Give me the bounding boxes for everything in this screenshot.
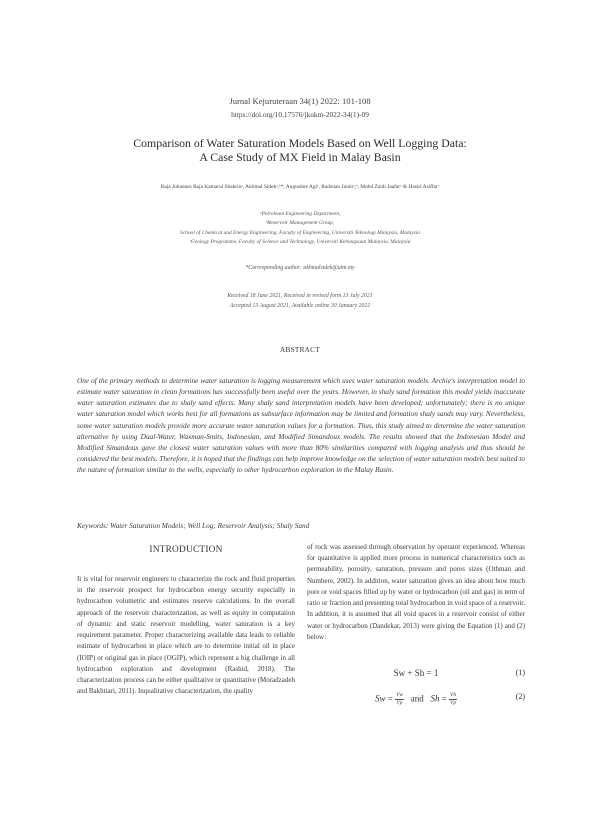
doi-link[interactable]: https://doi.org/10.17576/jkukm-2022-34(1)-09 [231, 110, 369, 119]
received-dates [0, 292, 600, 311]
dates-line-2: Accepted 13 August 2021, Available online 30 January 2022 [229, 302, 371, 309]
affiliation-line: School of Chemical and Energy Engineering, Faculty of Engineering, Universiti Teknologi Malaysia, Malaysia [180, 229, 420, 236]
affiliation-line: ᶜGeology Programme, Faculty of Science and Technology, Universiti Kebangsaan Malaysia, Malaysia [189, 239, 411, 246]
paper-title [0, 137, 600, 164]
equation-1-number: (1) [515, 668, 525, 677]
abstract-text: One of the primary methods to determine water saturation is logging measurement which uses water saturation models. Archie's interpretation model to estimate water saturation in clean formations has successfully been useful over the years. However, in shaly sand formation this model yields inaccurate water saturation estimates due to shaly sand effects. Many shaly sand interpretation models have been developed; unfortunately; there is no unique water saturation model which works best for all formations as subsurface information may be limited and formation shaly sands may vary. Nevertheless, some water saturation models provide more accurate water saturation values for a formation. Thus, this study aimed to determine the water saturation alternative by using Dual-Water, Waxman-Smits, Indonesian, and Modified Simandoux models. The results showed that the Indonesian Model and Modified Simandoux gave the closest water saturation values with more than 80% similarities compared with logging analysis and thus should be considered the best models. Therefore, it is hoped that the findings can help improve knowledge on the selection of water saturation models best suited to the nature of formation similar to the wells, especially to other hydrocarbon exploration in the Malay Basin. [77, 376, 525, 475]
equation-2-number: (2) [515, 692, 525, 701]
eq2-equals-2: = [441, 693, 447, 704]
abstract-heading: ABSTRACT [280, 346, 320, 354]
corresponding-author: *Corresponding author: akhmalsidek@utm.my [245, 265, 355, 271]
eq2-vp-2: Vp [450, 700, 457, 706]
eq2-equals: = [387, 693, 393, 704]
journal-citation: Jurnal Kejuruteraan 34(1) 2022: 101-108 [229, 96, 371, 106]
introduction-right-column: of rock was assessed through observation by operator experienced. Whereas for quantitative is applied more process in numerical characteristics such as permeability, porosity, saturation, pressure and pores sizes (Othman and Numbere, 2002). In addition, water saturation gives an idea about how much pore or void spaces filled up by water or hydrocarbon (oil and gas) in term of ratio or fraction and presenting total hydrocarbon in void space of a reservoir. In addition, it is assumed that all void spaces in a reservoir consist of either water or hydrocarbon (Dandekar, 2013) were giving the Equation (1) and (2) below: [307, 543, 525, 641]
title-line-1: Comparison of Water Saturation Models Based on Well Logging Data: [133, 136, 467, 150]
affiliation-line: ᵇReservoir Management Group, [265, 220, 335, 227]
affiliation-line: ᵃPetroleum Engineering Department, [259, 211, 341, 217]
eq2-sw: Sw [374, 693, 386, 704]
equation-2-body [307, 692, 525, 707]
equation-1-body: Sw + Sh = 1 [393, 668, 439, 678]
dates-line-1: Received 18 June 2021, Received in revised form 13 July 2021 [227, 293, 373, 299]
keywords: Keywords: Water Saturation Models; Well Log; Reservoir Analysis; Shaly Sand [77, 521, 310, 530]
introduction-heading: INTRODUCTION [149, 545, 223, 555]
eq2-vp: Vp [396, 700, 403, 706]
author-list: Raja Johannes Raja Kamarul Shahrinᵃ, Akhmal Sidekᵃ,ᵇ*, Augustine Agiᵃ, Radzuan Juninᵃ,ᵇ, Mohd Zaidi Jaafarᵃ & Hasiri Asiffarᶜ [160, 184, 440, 190]
eq2-vh: Vh [450, 692, 457, 698]
introduction-left-column: It is vital for reservoir engineers to characterize the rock and fluid properties in the reservoir prospect for hydrocarbon energy security especially in hydrocarbon volumetric and estimates reserve calculations. In the overall approach of the reservoir characterization, as well as equity in computation of dynamic and static reservoir modelling, water saturation is a key requirement parameter. Proper characterizing available data leads to reliable estimate of hydrocarbon in place which are to determine initial oil in place (IOIP) or original gas in place (OGIP), which represent a big challenge in all hydrocarbon exploration and development (Rashid, 2018). The characterization process can be either qualitative or quantitative (Moradzadeh and Bakhtiari, 2011). Inqualitative characterization, the quality [77, 575, 295, 696]
eq2-vw: Vw [396, 692, 403, 698]
eq2-sh: Sh [430, 693, 440, 704]
eq2-fraction-hydrocarbon [449, 692, 457, 707]
eq2-and: and [410, 693, 424, 704]
affiliations [0, 210, 600, 248]
title-line-2: A Case Study of MX Field in Malay Basin [199, 149, 401, 164]
eq2-fraction-water [395, 692, 404, 707]
